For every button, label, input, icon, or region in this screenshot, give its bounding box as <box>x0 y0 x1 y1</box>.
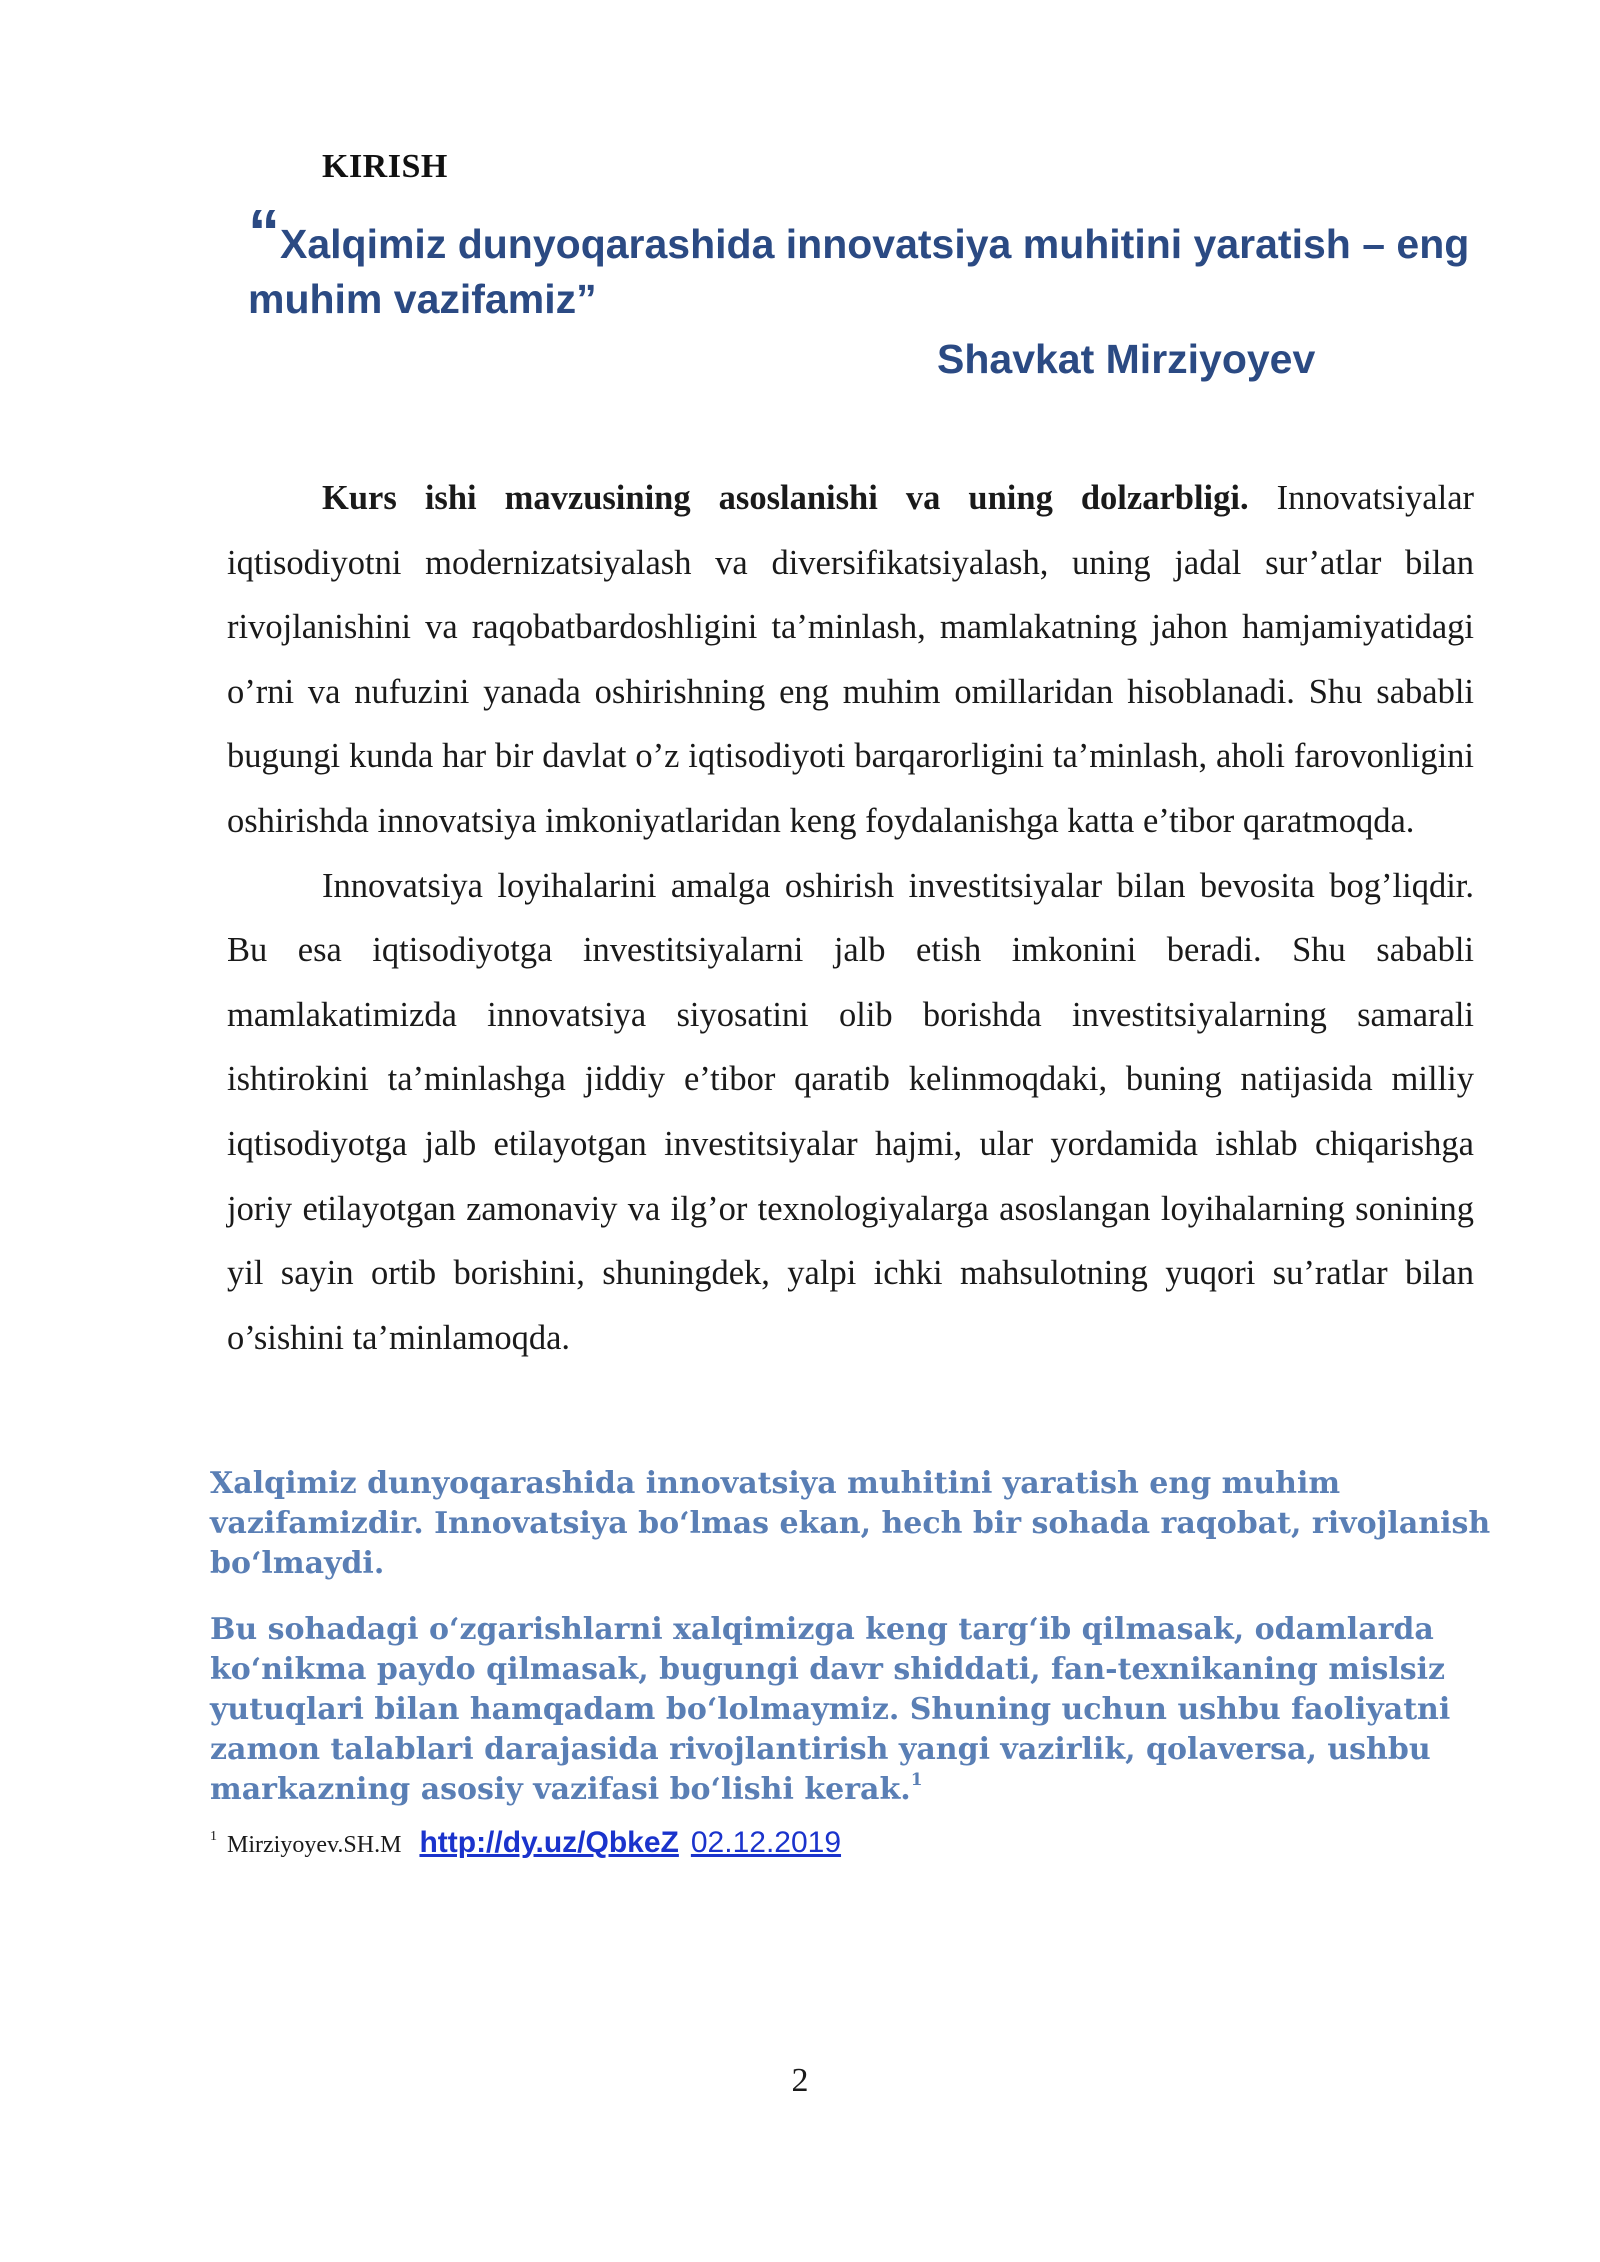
paragraph-1-text: Innovatsiyalar iqtisodiyotni modernizatsiyalash va diversifikatsiyalash, uning jadal sur’atlar bilan rivojlanishini va raqobatbardoshligini ta’minlash, mamlakatning jahon hamjamiyatidagi o’rni va nufuzini yanada oshirishning eng muhim omillaridan hisoblanadi. Shu sababli bugungi kunda har bir davlat o’z iqtisodiyoti barqarorligini ta’minlash, aholi farovonligini oshirishda innovatsiya imkoniyatlaridan keng foydalanishga katta e’tibor qaratmoqda. <box>227 479 1475 840</box>
footnote-date[interactable]: 02.12.2019 <box>690 1826 842 1859</box>
footnote-author: Mirziyoyev.SH.M <box>227 1832 402 1858</box>
page-number: 2 <box>791 2062 809 2099</box>
epigraph-text: Xalqimiz dunyoqarashida innovatsiya muhitini yaratish – eng muhim vazifamiz” <box>248 221 1470 322</box>
quote-callout <box>210 1464 1510 1836</box>
callout-paragraph-1: Xalqimiz dunyoqarashida innovatsiya muhitini yaratish eng muhim vazifamizdir. Innovatsiya boʻlmas ekan, hech bir sohada raqobat, rivojlanish boʻlmaydi. <box>210 1466 1491 1581</box>
epigraph-author: Shavkat Mirziyoyev <box>937 336 1316 382</box>
body-paragraph-2: Innovatsiya loyihalarini amalga oshirish investitsiyalar bilan bevosita bog’liqdir. Bu esa iqtisodiyotga investitsiyalarni jalb etish imkonini beradi. Shu sababli mamlakatimizda innovatsiya siyosatini olib borishda investitsiyalarning samarali ishtirokini ta’minlashga jiddiy e’tibor qaratib kelinmoqdaki, buning natijasida milliy iqtisodiyotga jalb etilayotgan investitsiyalar hajmi, ular yordamida ishlab chiqarishga joriy etilayotgan zamonaviy va ilg’or texnologiyalarga asoslangan loyihalarning sonining yil sayin ortib borishini, shuningdek, yalpi ichki mahsulotning yuqori su’ratlar bilan o’sishini ta’minlamoqda. <box>227 866 1474 1357</box>
epigraph-quote <box>248 196 1478 327</box>
footnote <box>210 1826 841 1860</box>
footnote-link[interactable]: http://dy.uz/QbkeZ <box>419 1826 679 1859</box>
footnote-reference[interactable]: 1 <box>910 1770 923 1790</box>
paragraph-lead: Kurs ishi mavzusining asoslanishi va uning dolzarbligi. <box>322 479 1249 517</box>
callout-paragraph-2-text: Bu sohadagi oʻzgarishlarni xalqimizga keng targʻib qilmasak, odamlarda koʻnikma paydo qilmasak, bugungi davr shiddati, fan-texnikaning mislsiz yutuqlari bilan hamqadam boʻlolmaymiz. Shuning uchun ushbu faoliyatni zamon talablari darajasida rivojlantirish yangi vazirlik, qolaversa, ushbu markazning asosiy vazifasi boʻlishi kerak. <box>210 1612 1451 1807</box>
callout-paragraph-2 <box>210 1610 1510 1810</box>
body-paragraph-1 <box>227 466 1474 854</box>
section-heading: KIRISH <box>322 148 448 185</box>
open-quote-mark: “ <box>248 196 280 268</box>
body-text <box>227 466 1474 1370</box>
footnote-mark: 1 <box>210 1829 217 1844</box>
